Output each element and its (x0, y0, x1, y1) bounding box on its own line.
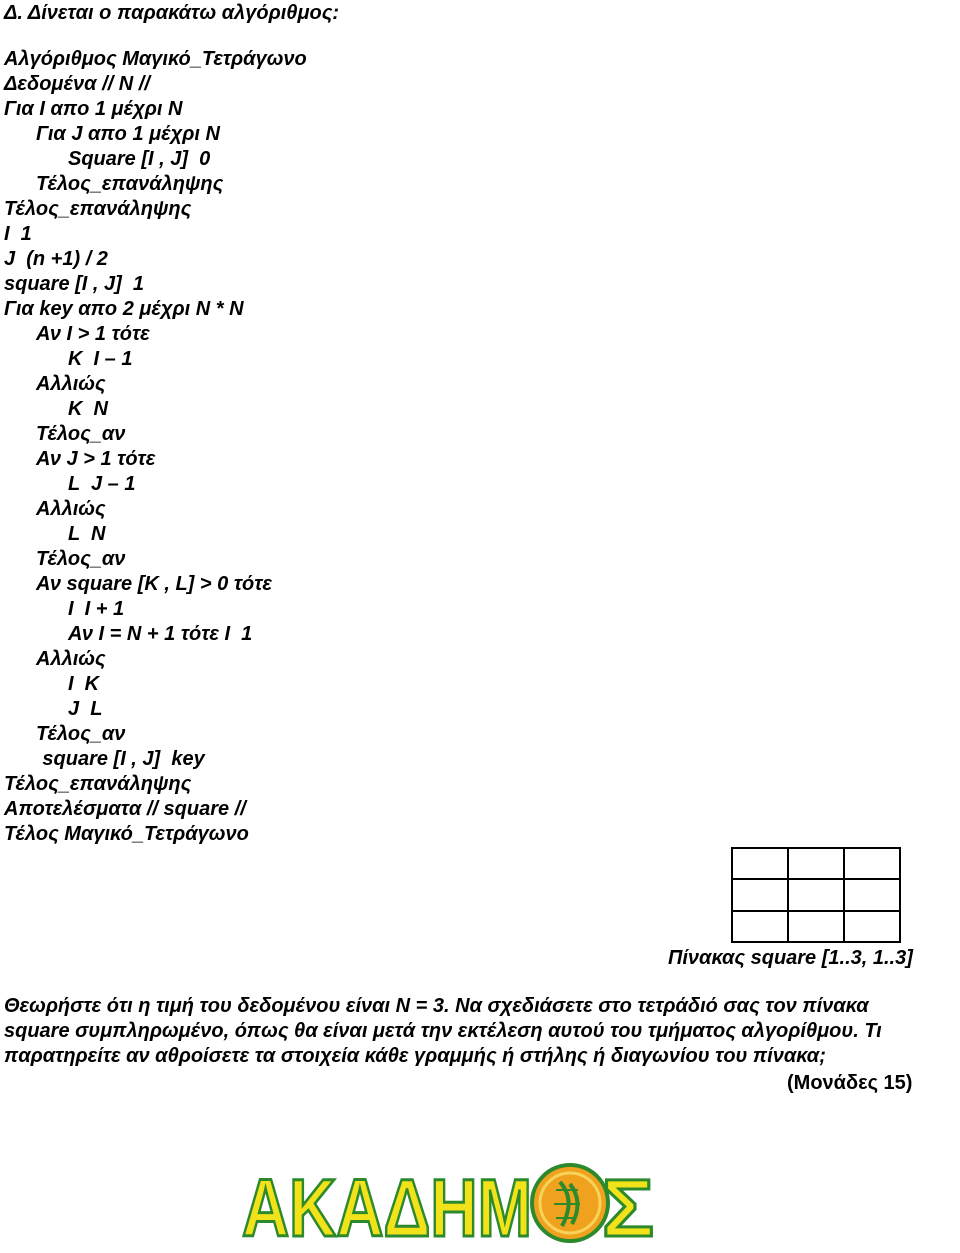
line-text: L (84, 698, 103, 720)
algorithm-line (68, 397, 108, 422)
grid-row (732, 879, 900, 910)
grid-cell (732, 911, 788, 942)
line-text: K (68, 348, 88, 370)
akadimos-logo (238, 1160, 658, 1246)
algorithm-line: Αν J > 1 τότε (36, 448, 156, 470)
question-line: παρατηρείτε αν αθροίσετε τα στοιχεία κάθε γραμμής ή στήλης ή διαγωνίου του πίνακα; (4, 1045, 826, 1067)
question-line: Θεωρήστε ότι η τιμή του δεδομένου είναι N = 3. Να σχεδιάσετε στο τετράδιό σας τον πίνακα (4, 995, 869, 1017)
line-text: 0 (193, 148, 211, 170)
algorithm-line: Τέλος_αν (36, 423, 126, 445)
section-heading: Δ. Δίνεται ο παρακάτω αλγόριθμος: (4, 2, 340, 24)
question-line: square συμπληρωμένο, όπως θα είναι μετά την εκτέλεση αυτού του τμήματος αλγορίθμου. Τι (4, 1020, 882, 1042)
line-text: key (165, 748, 205, 770)
grid-cell (844, 879, 900, 910)
square-grid (731, 847, 901, 943)
grid-cell (732, 879, 788, 910)
algorithm-line: Τέλος_επανάληψης (36, 173, 224, 195)
algorithm-line: Τέλος_επανάληψης (4, 198, 192, 220)
line-text: J (68, 698, 85, 720)
algorithm-line: Τέλος_επανάληψης (4, 773, 192, 795)
line-text: 1 (15, 223, 32, 245)
algorithm-line: Για key απο 2 μέχρι N * N (4, 298, 244, 320)
grid-cell (844, 911, 900, 942)
algorithm-line: Τέλος_αν (36, 548, 126, 570)
grid-cell (844, 848, 900, 879)
algorithm-line: Αλλιώς (36, 648, 106, 670)
line-text: I – 1 (88, 348, 133, 370)
algorithm-line (68, 697, 102, 722)
algorithm-line (68, 672, 99, 697)
line-text: 1 (235, 623, 253, 645)
algorithm-line: Αλλιώς (36, 373, 106, 395)
line-text: K (68, 398, 88, 420)
algorithm-line: Αλλιώς (36, 498, 106, 520)
grid-cell (788, 848, 844, 879)
algorithm-line: Αλγόριθμος Μαγικό_Τετράγωνο (4, 48, 307, 70)
logo-text-left: ΑΚΑΔΗΜ (242, 1163, 532, 1246)
marks-label: (Μονάδες 15) (787, 1072, 913, 1094)
grid-cell (788, 879, 844, 910)
algorithm-line (68, 472, 135, 497)
grid-cell (788, 911, 844, 942)
line-text: J (4, 248, 21, 270)
line-text: Square [I , J] (68, 148, 194, 170)
algorithm-line: Αν I > 1 τότε (36, 323, 150, 345)
line-text: J – 1 (85, 473, 136, 495)
algorithm-line (68, 522, 105, 547)
line-text: I (68, 598, 80, 620)
algorithm-line (4, 247, 108, 272)
algorithm-line (68, 347, 132, 372)
algorithm-line: Αν square [K , L] > 0 τότε (36, 573, 272, 595)
line-text: square [I , J] (42, 748, 166, 770)
algorithm-line (4, 222, 32, 247)
algorithm-line (4, 272, 144, 297)
coin-icon (532, 1165, 608, 1241)
line-text: N (85, 523, 106, 545)
line-text: square [I , J] (4, 273, 128, 295)
algorithm-line: Αποτελέσματα // square // (4, 798, 246, 820)
grid-row (732, 848, 900, 879)
algorithm-line: Τέλος_αν (36, 723, 126, 745)
line-text: K (79, 673, 100, 695)
line-text: I (4, 223, 16, 245)
table-caption: Πίνακας square [1..3, 1..3] (668, 947, 913, 969)
algorithm-line (42, 747, 204, 772)
algorithm-line: Δεδομένα // N // (4, 73, 150, 95)
line-text: L (68, 473, 86, 495)
question-text (4, 994, 960, 1069)
grid-row (732, 911, 900, 942)
line-text: N (88, 398, 108, 420)
logo-text-right: Σ (602, 1163, 654, 1246)
line-text: Αν I = N + 1 τότε I (68, 623, 236, 645)
algorithm-line (68, 622, 252, 647)
algorithm-line: Για J απο 1 μέχρι N (36, 123, 220, 145)
line-text: L (68, 523, 86, 545)
line-text: I (68, 673, 80, 695)
line-text: 1 (127, 273, 145, 295)
grid-cell (732, 848, 788, 879)
algorithm-line (68, 147, 210, 172)
line-text: (n +1) / 2 (20, 248, 108, 270)
line-text: I + 1 (79, 598, 125, 620)
algorithm-line: Για I απο 1 μέχρι N (4, 98, 183, 120)
algorithm-line: Τέλος Μαγικό_Τετράγωνο (4, 823, 249, 845)
algorithm-line (68, 597, 124, 622)
